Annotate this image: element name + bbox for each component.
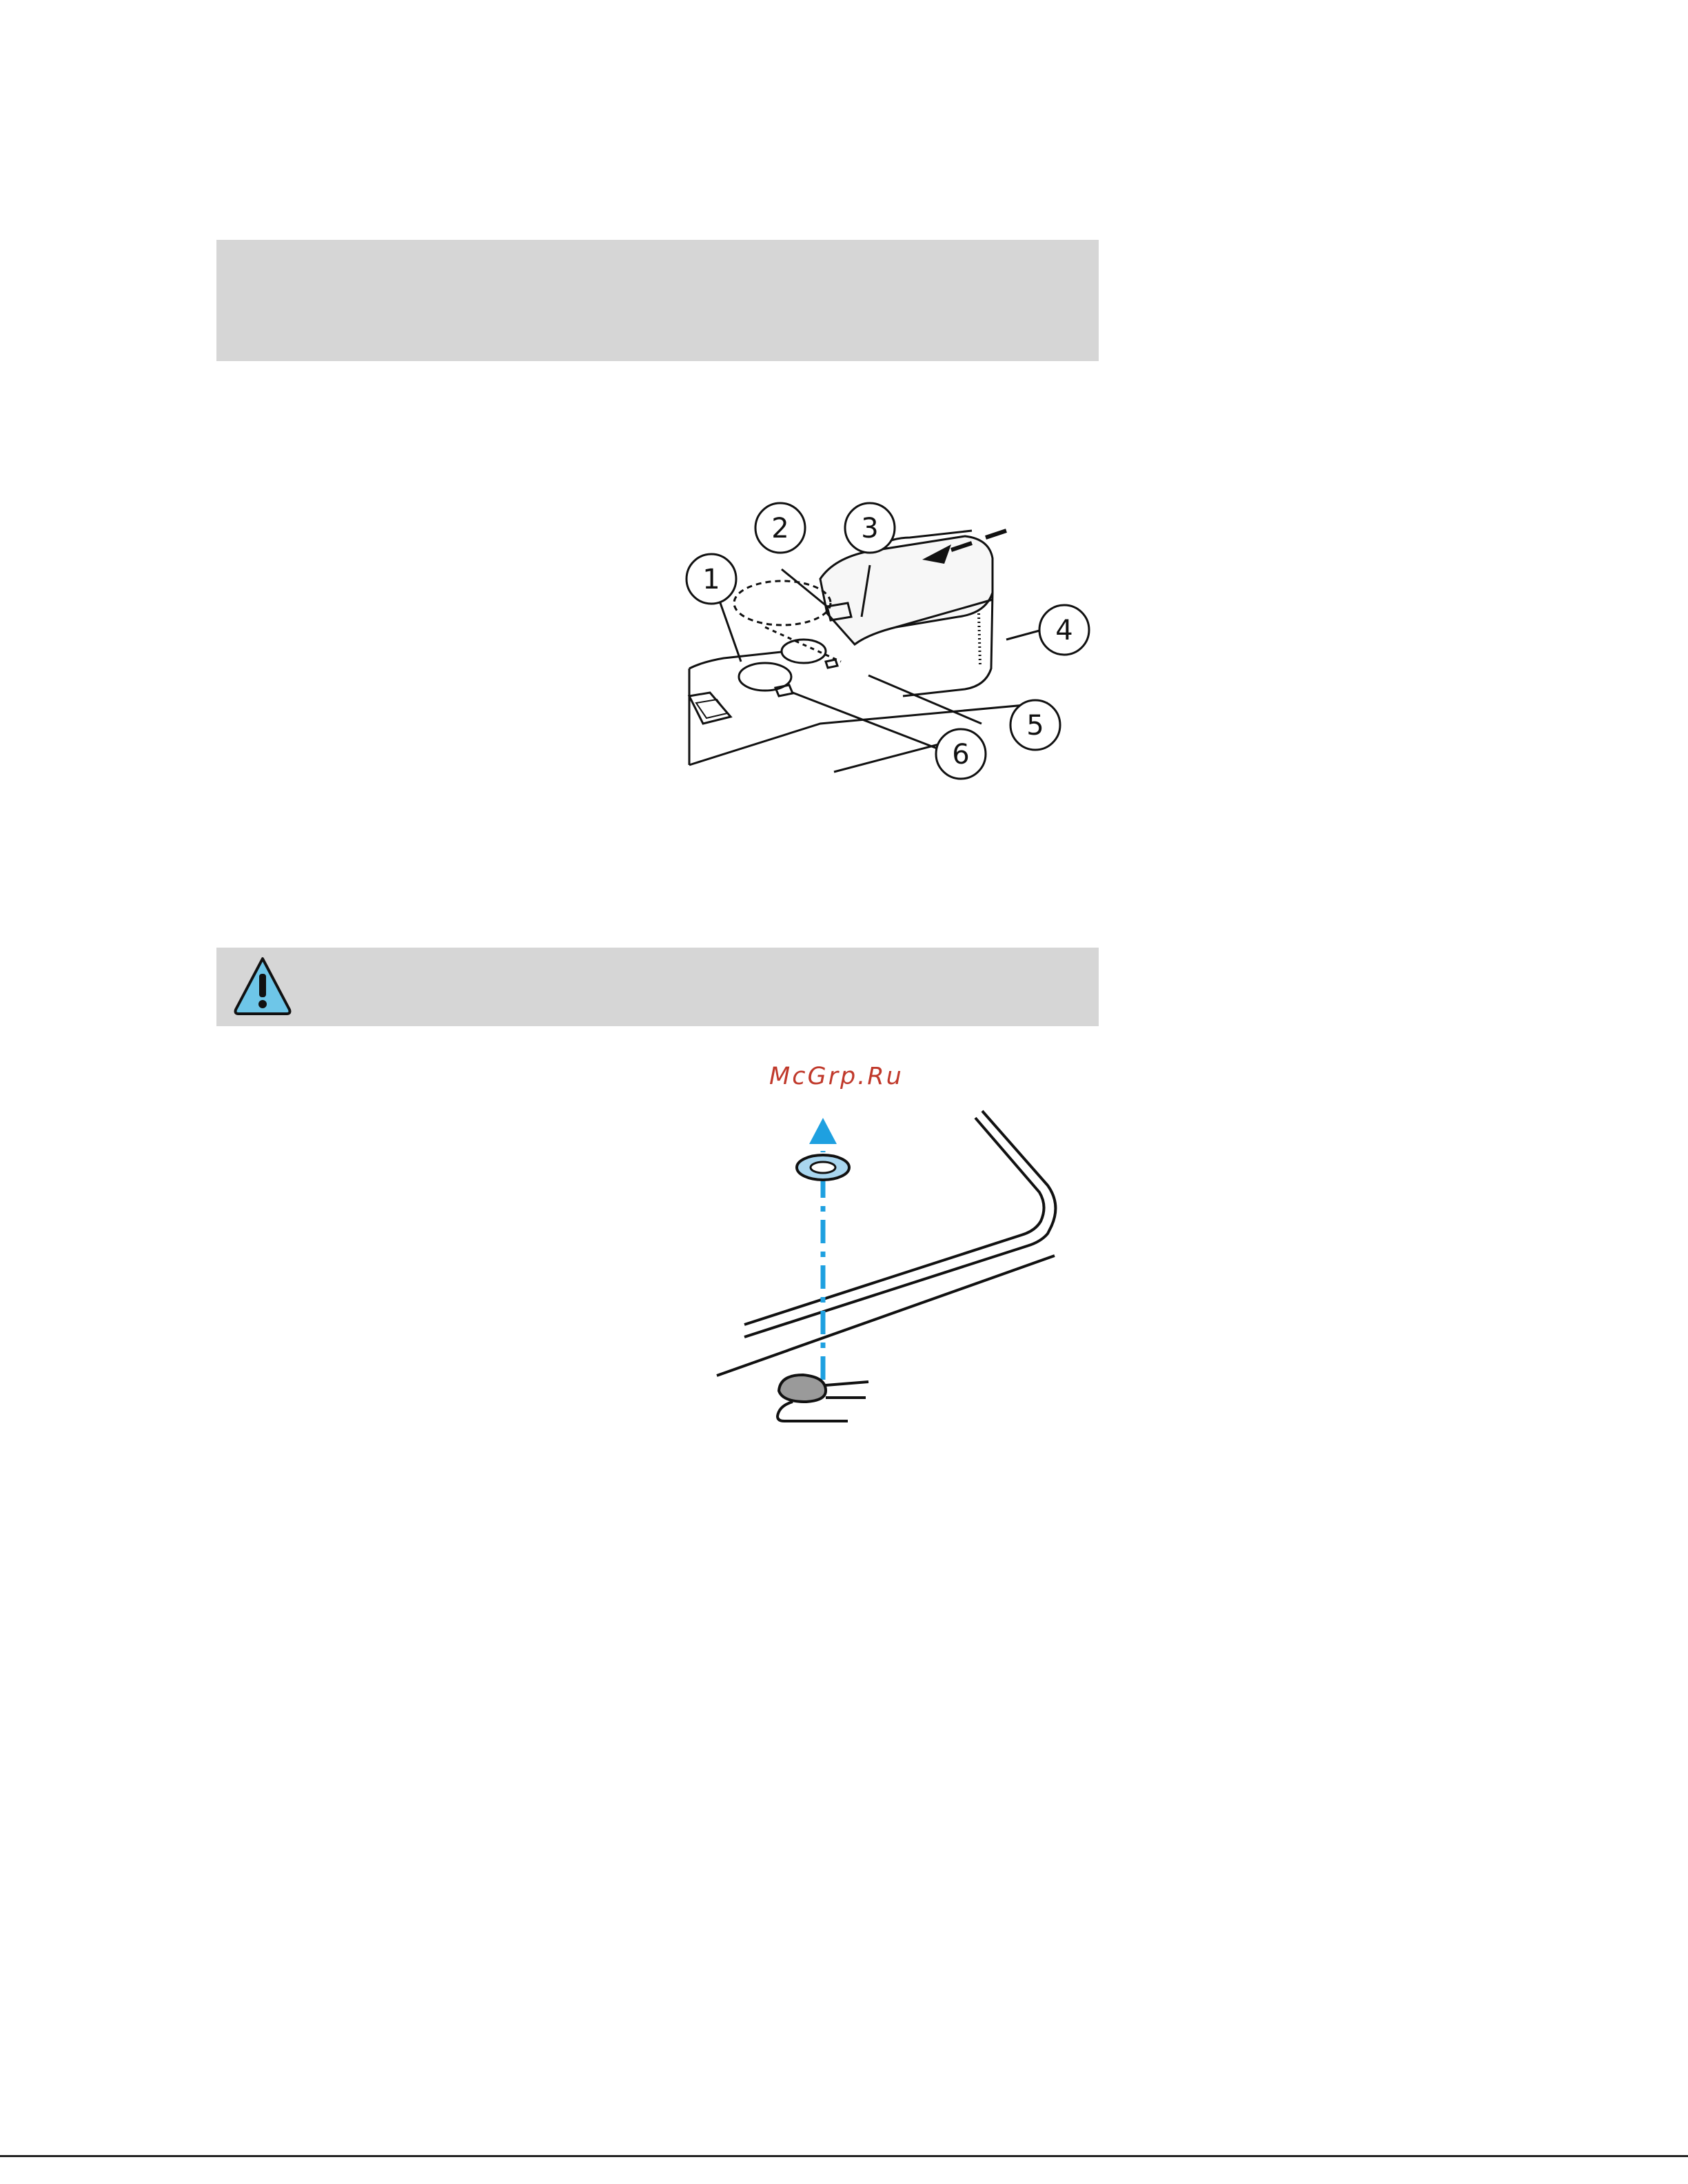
console-armrest-illustration: [662, 496, 1103, 793]
callout-3: [845, 503, 895, 553]
callout-4: [1039, 605, 1089, 655]
svg-text:3: 3: [861, 513, 879, 544]
svg-text:6: 6: [952, 739, 970, 770]
svg-text:1: 1: [702, 564, 720, 595]
warning-triangle-icon: [232, 953, 294, 1019]
svg-text:4: 4: [1055, 615, 1073, 646]
footer-rule: [0, 2155, 1688, 2157]
svg-text:5: 5: [1026, 710, 1044, 742]
header-band: [216, 240, 1099, 361]
callout-2: [755, 503, 805, 553]
vent-removal-illustration: [703, 1061, 1089, 1447]
callout-1: [687, 554, 736, 604]
callout-5: [1010, 700, 1060, 750]
watermark-text: McGrp.Ru: [769, 1063, 904, 1090]
callout-6: [936, 729, 986, 779]
svg-text:2: 2: [771, 513, 789, 544]
warning-band: [216, 948, 1099, 1026]
